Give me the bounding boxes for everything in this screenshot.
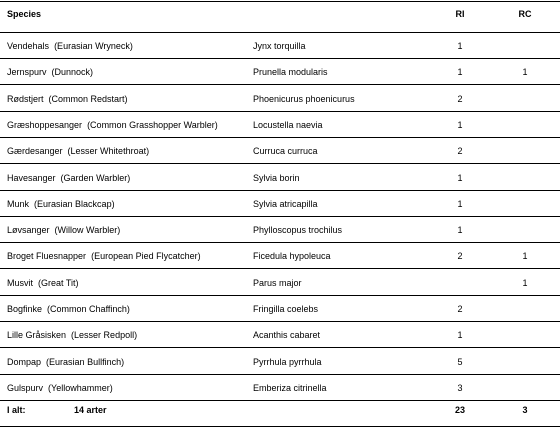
english-name: (Yellowhammer)	[48, 382, 113, 393]
scientific-name: Sylvia borin	[253, 172, 300, 183]
danish-name: Løvsanger	[7, 225, 50, 236]
table-row	[0, 59, 560, 85]
total-row	[0, 397, 560, 423]
english-name: (Common Grasshopper Warbler)	[87, 119, 218, 130]
species-common-name	[7, 217, 120, 243]
scientific-name: Pyrrhula pyrrhula	[253, 356, 322, 367]
danish-name: Gulspurv	[7, 382, 44, 393]
table-row	[0, 349, 560, 375]
table-row	[0, 138, 560, 164]
rc-value	[505, 217, 545, 243]
english-name: (Eurasian Bullfinch)	[46, 356, 125, 367]
species-common-name	[7, 296, 130, 322]
total-ri: 23	[454, 405, 465, 415]
species-common-name	[7, 243, 201, 269]
ri-value: 1	[457, 119, 463, 130]
species-common-name	[7, 191, 115, 217]
ri-value: 2	[457, 251, 463, 262]
species-common-name	[7, 138, 149, 164]
rc-value	[505, 165, 545, 191]
danish-name: Græshoppesanger	[7, 119, 83, 130]
table-row	[0, 191, 560, 217]
rc-value	[505, 296, 545, 322]
species-common-name	[7, 86, 128, 112]
species-common-name	[7, 270, 79, 296]
header-species: Species	[7, 9, 42, 19]
danish-name: Munk	[7, 198, 30, 209]
species-common-name	[7, 165, 130, 191]
total-label: I alt:	[7, 405, 26, 415]
species-common-name	[7, 59, 93, 85]
ri-value: 2	[457, 304, 463, 314]
species-common-name	[7, 322, 137, 348]
table-header-row	[0, 1, 560, 27]
scientific-name: Phoenicurus phoenicurus	[253, 93, 355, 104]
danish-name: Broget Fluesnapper	[7, 251, 87, 262]
danish-name: Jernspurv	[7, 67, 47, 78]
english-name: (Eurasian Blackcap)	[34, 198, 115, 209]
table-bottom-rule	[0, 426, 560, 427]
rc-value	[505, 322, 545, 348]
danish-name: Musvit	[7, 277, 34, 288]
total-count: 14 arter	[74, 405, 107, 415]
header-rc: RC	[518, 9, 532, 19]
ri-value: 5	[457, 356, 463, 367]
table-row	[0, 112, 560, 138]
ri-value: 1	[457, 67, 463, 78]
ri-value: 1	[457, 172, 463, 183]
english-name: (Garden Warbler)	[60, 172, 131, 183]
table-row	[0, 270, 560, 296]
scientific-name: Jynx torquilla	[253, 41, 306, 51]
danish-name: Vendehals	[7, 41, 50, 51]
english-name: (European Pied Flycatcher)	[91, 251, 201, 262]
scientific-name: Parus major	[253, 277, 302, 288]
scientific-name: Curruca curruca	[253, 146, 318, 157]
rc-value: 1	[522, 67, 528, 78]
english-name: (Eurasian Wryneck)	[54, 41, 133, 51]
english-name: (Great Tit)	[38, 277, 79, 288]
scientific-name: Prunella modularis	[253, 67, 328, 78]
ri-value: 1	[457, 225, 463, 236]
total-rc: 3	[522, 405, 528, 415]
header-ri: RI	[455, 9, 465, 19]
ri-value: 1	[457, 41, 463, 51]
rc-value	[505, 112, 545, 138]
ri-value: 3	[457, 382, 463, 393]
rc-value	[505, 138, 545, 164]
ri-value: 1	[457, 198, 463, 209]
table-row	[0, 86, 560, 112]
rc-value: 1	[522, 251, 528, 262]
scientific-name: Acanthis cabaret	[253, 330, 321, 341]
english-name: (Dunnock)	[51, 67, 94, 78]
ri-value: 2	[457, 93, 463, 104]
english-name: (Common Redstart)	[48, 93, 128, 104]
english-name: (Willow Warbler)	[54, 225, 121, 236]
ri-value: 2	[457, 146, 463, 157]
table-row	[0, 33, 560, 59]
scientific-name: Ficedula hypoleuca	[253, 251, 331, 262]
scientific-name: Fringilla coelebs	[253, 304, 319, 314]
rc-value: 1	[522, 277, 528, 288]
scientific-name: Sylvia atricapilla	[253, 198, 318, 209]
rc-value	[505, 191, 545, 217]
danish-name: Lille Gråsisken	[7, 330, 67, 341]
danish-name: Bogfinke	[7, 304, 43, 314]
species-common-name	[7, 112, 218, 138]
table-row	[0, 243, 560, 269]
rc-value	[505, 86, 545, 112]
english-name: (Lesser Redpoll)	[71, 330, 138, 341]
table-row	[0, 296, 560, 322]
rc-value	[505, 349, 545, 375]
scientific-name: Phylloscopus trochilus	[253, 225, 343, 236]
ri-value	[440, 270, 480, 296]
danish-name: Rødstjert	[7, 93, 44, 104]
table-row	[0, 217, 560, 243]
table-row	[0, 322, 560, 348]
rc-value	[505, 33, 545, 59]
danish-name: Gærdesanger	[7, 146, 63, 157]
scientific-name: Emberiza citrinella	[253, 382, 327, 393]
english-name: (Common Chaffinch)	[47, 304, 130, 314]
danish-name: Havesanger	[7, 172, 56, 183]
ri-value: 1	[457, 330, 463, 341]
species-common-name	[7, 349, 124, 375]
table-row	[0, 165, 560, 191]
danish-name: Dompap	[7, 356, 42, 367]
species-common-name	[7, 33, 133, 59]
scientific-name: Locustella naevia	[253, 119, 323, 130]
english-name: (Lesser Whitethroat)	[67, 146, 150, 157]
